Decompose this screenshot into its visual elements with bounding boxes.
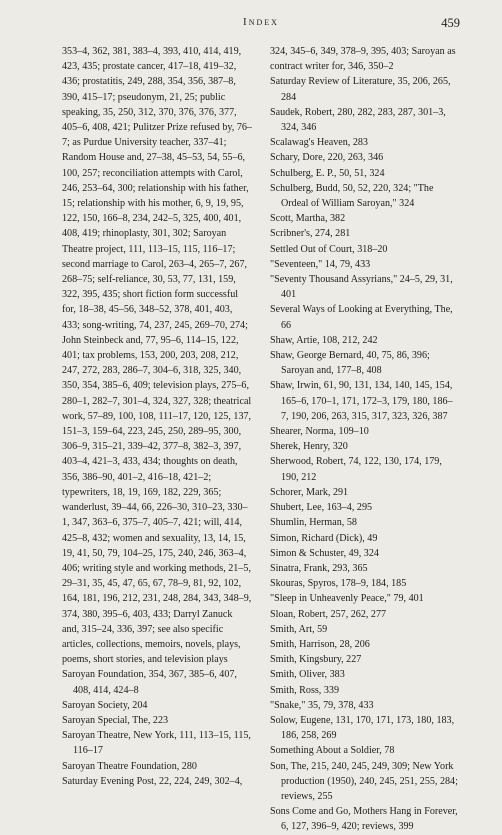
index-entry: Sherek, Henry, 320 [270,441,348,453]
index-entry: Sinatra, Frank, 293, 365 [270,562,368,574]
index-entry: Smith, Ross, 339 [270,684,339,696]
index-columns [62,44,460,835]
index-entry: Shaw, George Bernard, 40, 75, 86, 396; Saroyan and, 177–8, 408 [270,350,430,377]
index-entry: Saroyan Foundation, 354, 367, 385–6, 407, 408, 414, 424–8 [62,669,237,696]
index-entry: Scott, Martha, 382 [270,213,346,225]
index-entry: Shearer, Norma, 109–10 [270,426,369,438]
page-header [62,16,460,36]
index-entry: Sherwood, Robert, 74, 122, 130, 174, 179, 190, 212 [270,456,442,483]
index-entry: Settled Out of Court, 318–20 [270,243,388,255]
index-entry: "Seventy Thousand Assyrians," 24–5, 29, 31, 401 [270,274,453,301]
index-entry: Smith, Art, 59 [270,623,328,635]
index-entry: Sons Come and Go, Mothers Hang in Forever, 6, 127, 396–9, 420; reviews, 399 [270,806,458,833]
index-entry: Shaw, Irwin, 61, 90, 131, 134, 140, 145, 154, 165–6, 170–1, 171, 172–3, 179, 180, 186–7, 190, 206, 263, 315, 317, 323, 326, 387 [270,380,453,422]
index-entry: Saturday Review of Literature, 35, 206, 265, 284 [270,76,451,103]
index-entry: "Sleep in Unheavenly Peace," 79, 401 [270,593,424,605]
index-entry: "Seventeen," 14, 79, 433 [270,258,371,270]
index-entry: Schorer, Mark, 291 [270,486,349,498]
index-entry: Smith, Harrison, 28, 206 [270,638,370,650]
index-entry: 353–4, 362, 381, 383–4, 393, 410, 414, 419, 423, 435; prostate cancer, 417–18, 419–32, 436; prostatitis, 249, 288, 354, 356, 387–8, 390, 415–17; pseudonym, 21, 25; public speaking, 35, 250, 312, 370, 376, 376, 377, 405–6, 408, 421; Pulitzer Prize refused by, 76–7; as Purdue University teacher, 337–41; Random House and, 27–38, 45–53, 54, 55–6, 100, 257; reconciliation attempts with Carol, 246, 253–64, 300; relationship with his father, 15; relationship with his mother, 6, 9, 19, 95, 122, 150, 166–8, 234, 242–5, 325, 400, 401, 408, 419; rhinoplasty, 301, 302; Saroyan Theatre project, 111, 113–15, 115, 116–17; second marriage to Carol, 263–4, 265–7, 267, 268–75; self-reliance, 30, 53, 77, 131, 159, 322, 395, 435; short fiction form successful for, 18–38, 45–56, 348–52, 378, 401, 403, 433; song-writing, 74, 237, 245, 269–70, 274; John Steinbeck and, 77, 95–6, 114–15, 122, 401; tax problems, 153, 200, 203, 208, 212, 247, 272, 283, 286–7, 304–6, 318, 325, 340, 350, 354, 385–6, 409; television plays, 275–6, 280–1, 282–7, 301–4, 324, 327, 328; theatrical work, 57–89, 100, 108, 111–17, 120, 125, 137, 151–3, 159–64, 223, 245, 250, 289–95, 300, 306–9, 315–21, 339–42, 377–8, 382–3, 397, 403–4, 421–3, 433, 434; thoughts on death, 356, 386–90, 401–2, 416–18, 421–2; typewriters, 18, 19, 169, 182, 229, 365; wanderlust, 39–44, 66, 226–30, 310–23, 330–1, 347, 363–6, 375–7, 405–7, 421; will, 414, 425–8, 432; women and sexuality, 13, 14, 15, 19, 41, 50, 79, 104–25, 175, 240, 246, 363–4, 406; writing style and working methods, 21–5, 29–31, 35, 45, 47, 65, 67, 78–9, 81, 92, 102, 164, 181, 196, 212, 231, 248, 284, 343, 348–9, 374, 380, 395–6, 403, 433; Darryl Zanuck and, 315–24, 336, 397; see also specific articles, collections, memoirs, novels, plays, poems, short stories, and television plays [62,46,252,666]
index-column-right [270,44,460,835]
index-entry: Smith, Kingsbury, 227 [270,654,362,666]
page-number: 459 [441,16,460,30]
index-entry: Skouras, Spyros, 178–9, 184, 185 [270,578,407,590]
index-entry: 324, 345–6, 349, 378–9, 395, 403; Saroyan as contract writer for, 346, 350–2 [270,46,456,73]
index-entry: Simon & Schuster, 49, 324 [270,547,379,559]
index-entry: Smith, Oliver, 383 [270,669,345,681]
index-entry: Simon, Richard (Dick), 49 [270,532,378,544]
index-entry: Schary, Dore, 220, 263, 346 [270,152,384,164]
index-entry: Shaw, Artie, 108, 212, 242 [270,334,378,346]
running-head: Index [243,16,279,28]
index-entry: Scalawag's Heaven, 283 [270,137,368,149]
index-entry: Several Ways of Looking at Everything, The, 66 [270,304,453,331]
index-entry: Shumlin, Herman, 58 [270,517,357,529]
index-entry: Schulberg, E. P., 50, 51, 324 [270,167,385,179]
index-entry: Saturday Evening Post, 22, 224, 249, 302–4, [62,775,243,787]
index-entry: Saroyan Special, The, 223 [62,714,169,726]
index-entry: Saroyan Society, 204 [62,699,148,711]
index-entry: Solow, Eugene, 131, 170, 171, 173, 180, 183, 186, 258, 269 [270,714,455,742]
index-entry: Something About a Soldier, 78 [270,745,395,757]
index-column-left [62,44,252,835]
index-entry: Shubert, Lee, 163–4, 295 [270,502,373,514]
index-entry: "Snake," 35, 79, 378, 433 [270,699,374,711]
index-entry: Saroyan Theatre, New York, 111, 113–15, 115, 116–17 [62,730,251,757]
index-entry: Schulberg, Budd, 50, 52, 220, 324; "The Ordeal of William Saroyan," 324 [270,182,434,210]
index-entry: Son, The, 215, 240, 245, 249, 309; New York production (1950), 240, 245, 251, 255, 284; reviews, 255 [270,760,458,802]
index-entry: Saudek, Robert, 280, 282, 283, 287, 301–3, 324, 346 [270,106,446,134]
index-entry: Sloan, Robert, 257, 262, 277 [270,608,387,620]
index-entry: Scribner's, 274, 281 [270,228,351,240]
index-entry: Saroyan Theatre Foundation, 280 [62,760,197,772]
